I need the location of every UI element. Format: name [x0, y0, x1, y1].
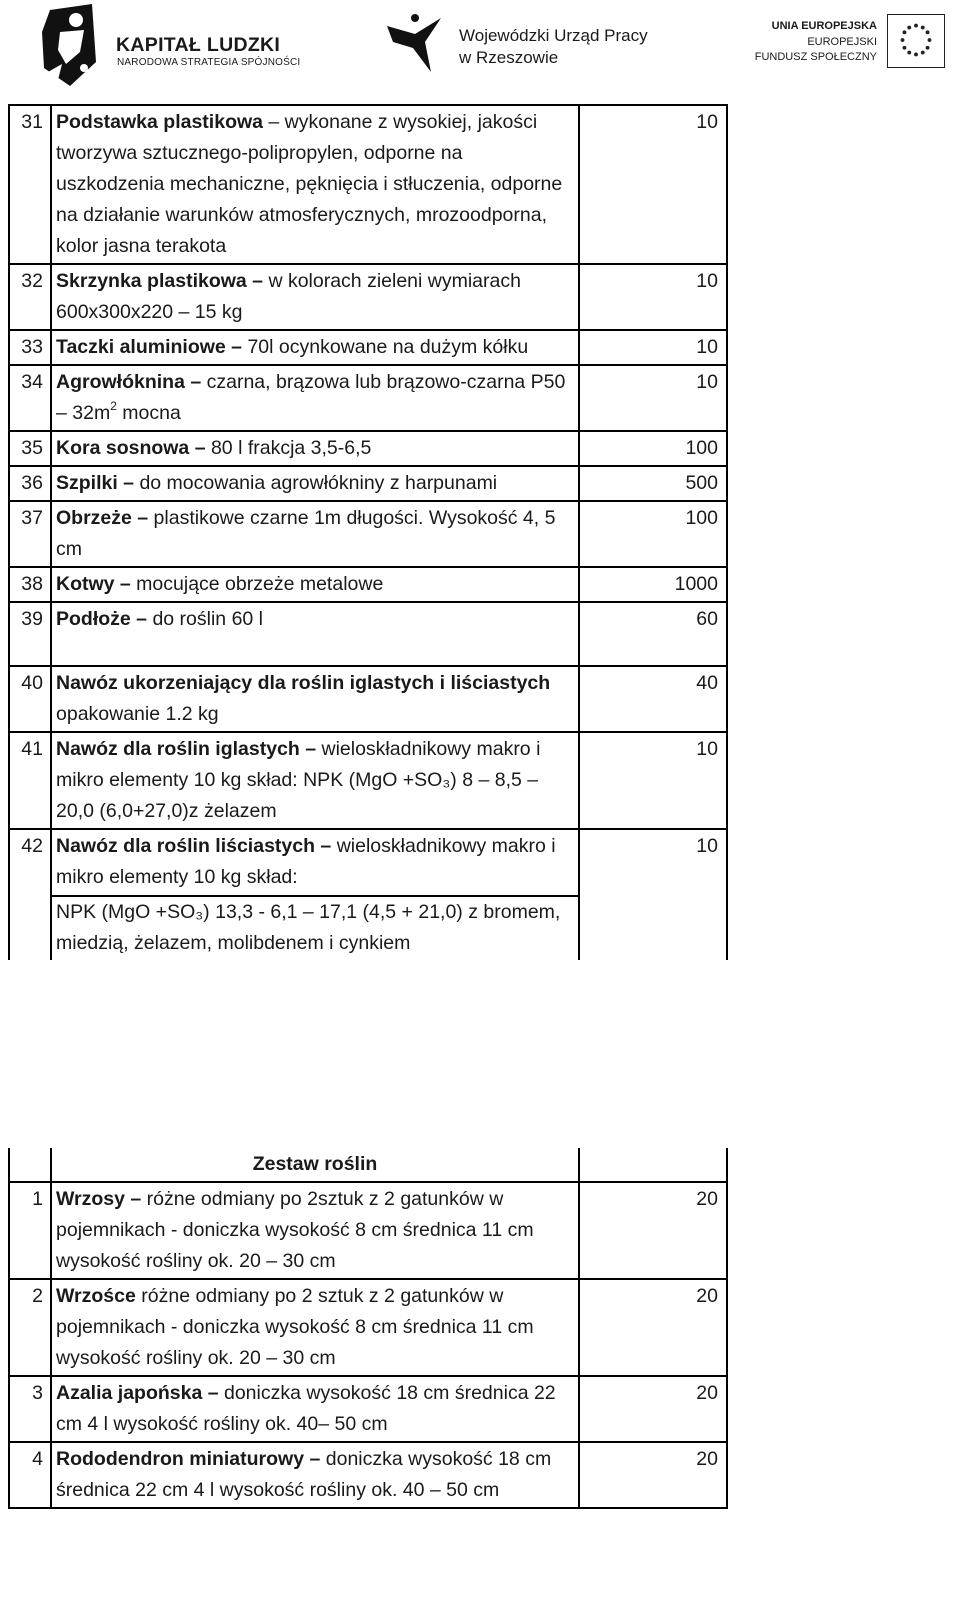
plants-title: Zestaw roślin [51, 1148, 579, 1182]
item-number: 32 [9, 264, 51, 330]
empty-cell [579, 1148, 727, 1182]
plant-description [51, 1442, 579, 1508]
header-logos [0, 0, 960, 96]
table-row [9, 1182, 727, 1279]
item-description [51, 431, 579, 466]
item-description [51, 829, 579, 960]
item-name: Skrzynka plastikowa – [56, 270, 264, 292]
item-description [51, 264, 579, 330]
item-number: 35 [9, 431, 51, 466]
item-name: Podłoże – [56, 608, 148, 630]
item-quantity: 40 [579, 666, 727, 732]
item-quantity: 10 [579, 365, 727, 431]
kapital-ludzki-logo [40, 2, 310, 88]
item-details: w kolorach zieleni wymiarach 600x300x220 – 15 kg [56, 270, 521, 323]
plant-description [51, 1182, 579, 1279]
eu-flag-icon [887, 14, 945, 68]
item-description [51, 365, 579, 431]
empty-cell [9, 1148, 51, 1182]
item-quantity: 10 [579, 264, 727, 330]
item-name: Nawóz ukorzeniający dla roślin iglastych i liściastych [56, 672, 551, 694]
item-details: wieloskładnikowy makro i mikro elementy 10 kg skład: NPK (MgO +SO₃) 8 – 8,5 – 20,0 (6,0+27,0)z żelazem [56, 738, 541, 822]
item-number: 33 [9, 330, 51, 365]
item-name: Kotwy – [56, 573, 131, 595]
wup-name-line2: w Rzeszowie [459, 48, 559, 67]
wup-logo [385, 12, 675, 82]
plant-name: Wrzośce [56, 1285, 136, 1307]
item-number: 41 [9, 732, 51, 829]
table-row [9, 732, 727, 829]
kapital-ludzki-emblem-icon [40, 2, 98, 88]
table-row [9, 105, 727, 264]
item-name: Nawóz dla roślin iglastych – [56, 738, 317, 760]
table-row [9, 666, 727, 732]
item-number: 39 [9, 602, 51, 666]
kapital-ludzki-subtitle: NARODOWA STRATEGIA SPÓJNOŚCI [117, 57, 301, 68]
item-details: czarna, brązowa lub brązowo-czarna P50 – 32m [56, 371, 566, 424]
item-description [51, 501, 579, 567]
item-details: – wykonane z wysokiej, jakości tworzywa sztucznego-polipropylen, odporne na uszkodzenia mechaniczne, pęknięcia i stłuczenia, odporne na działanie warunków atmosferycznych, mrozoodporna, kolor jasna terakota [56, 111, 563, 257]
item-name: Nawóz dla roślin liściastych – [56, 835, 332, 857]
plant-details: doniczka wysokość 18 cm średnica 22 cm 4 l wysokość rośliny ok. 40– 50 cm [56, 1382, 556, 1435]
item-number: 36 [9, 466, 51, 501]
superscript: 2 [110, 399, 117, 413]
item-name: Podstawka plastikowa [56, 111, 263, 133]
item-quantity: 60 [579, 602, 727, 666]
item-details: mocujące obrzeże metalowe [130, 573, 384, 595]
table-row [9, 330, 727, 365]
item-description [51, 466, 579, 501]
item-description [51, 602, 579, 666]
eu-line2: EUROPEJSKI [807, 36, 877, 48]
plant-name: Wrzosy – [56, 1188, 142, 1210]
plants-header-row [9, 1148, 727, 1182]
item-description [51, 567, 579, 602]
table-row [9, 1376, 727, 1442]
table-row [9, 602, 727, 666]
table-row [9, 1442, 727, 1508]
plant-quantity: 20 [579, 1376, 727, 1442]
plant-details: różne odmiany po 2sztuk z 2 gatunków w pojemnikach - doniczka wysokość 8 cm średnica 11 cm wysokość rośliny ok. 20 – 30 cm [56, 1188, 534, 1272]
table-row [9, 466, 727, 501]
table-row [9, 829, 727, 960]
plant-quantity: 20 [579, 1279, 727, 1376]
item-number: 40 [9, 666, 51, 732]
table-row [9, 365, 727, 431]
item-details: wieloskładnikowy makro i mikro elementy 10 kg skład: [56, 835, 556, 888]
plant-description [51, 1279, 579, 1376]
plant-number: 1 [9, 1182, 51, 1279]
item-quantity: 10 [579, 330, 727, 365]
plant-description [51, 1376, 579, 1442]
eu-line1: UNIA EUROPEJSKA [771, 20, 877, 32]
item-description [51, 330, 579, 365]
item-quantity: 500 [579, 466, 727, 501]
plant-quantity: 20 [579, 1442, 727, 1508]
plant-number: 2 [9, 1279, 51, 1376]
item-number: 42 [9, 829, 51, 960]
item-name: Obrzeże – [56, 507, 149, 529]
item-quantity: 10 [579, 829, 727, 960]
item-details: 80 l frakcja 3,5-6,5 [205, 437, 372, 459]
item-quantity: 100 [579, 501, 727, 567]
plant-number: 4 [9, 1442, 51, 1508]
item-details: plastikowe czarne 1m długości. Wysokość 4, 5 cm [56, 507, 556, 560]
table-row [9, 264, 727, 330]
item-name: Agrowłóknina – [56, 371, 202, 393]
item-description [51, 105, 579, 264]
item-number: 38 [9, 567, 51, 602]
eu-logo [745, 14, 945, 72]
table-row [9, 567, 727, 602]
plants-table [8, 1148, 728, 1509]
item-details: do mocowania agrowłókniny z harpunami [134, 472, 498, 494]
item-details: opakowanie 1.2 kg [56, 703, 219, 725]
plant-name: Rododendron miniaturowy – [56, 1448, 321, 1470]
item-details: 70l ocynkowane na dużym kółku [242, 336, 529, 358]
item-details: do roślin 60 l [147, 608, 264, 630]
wup-name-line1: Wojewódzki Urząd Pracy [459, 26, 648, 45]
item-name: Taczki aluminiowe – [56, 336, 243, 358]
item-name: Kora sosnowa – [56, 437, 206, 459]
plant-quantity: 20 [579, 1182, 727, 1279]
item-name: Szpilki – [56, 472, 135, 494]
item-description [51, 666, 579, 732]
plant-details: różne odmiany po 2 sztuk z 2 gatunków w pojemnikach - doniczka wysokość 8 cm średnica 11 cm wysokość rośliny ok. 20 – 30 cm [56, 1285, 534, 1369]
kapital-ludzki-title: KAPITAŁ LUDZKI [116, 34, 281, 56]
item-details-suffix: mocna [116, 402, 181, 424]
item-quantity: 10 [579, 732, 727, 829]
table-row [9, 431, 727, 466]
item-quantity: 100 [579, 431, 727, 466]
items-table [8, 104, 728, 960]
plant-name: Azalia japońska – [56, 1382, 219, 1404]
table-row [9, 501, 727, 567]
plant-details: doniczka wysokość 18 cm średnica 22 cm 4 l wysokość rośliny ok. 40 – 50 cm [56, 1448, 552, 1501]
item-number: 34 [9, 365, 51, 431]
item-description [51, 732, 579, 829]
item-quantity: 1000 [579, 567, 727, 602]
plant-number: 3 [9, 1376, 51, 1442]
item-composition: NPK (MgO +SO₃) 13,3 - 6,1 – 17,1 (4,5 + 21,0) z bromem, miedzią, żelazem, molibdenem i cynkiem [56, 901, 561, 954]
item-quantity: 10 [579, 105, 727, 264]
bird-icon [385, 12, 443, 74]
item-number: 31 [9, 105, 51, 264]
table-row [9, 1279, 727, 1376]
item-number: 37 [9, 501, 51, 567]
eu-line3: FUNDUSZ SPOŁECZNY [754, 51, 877, 63]
